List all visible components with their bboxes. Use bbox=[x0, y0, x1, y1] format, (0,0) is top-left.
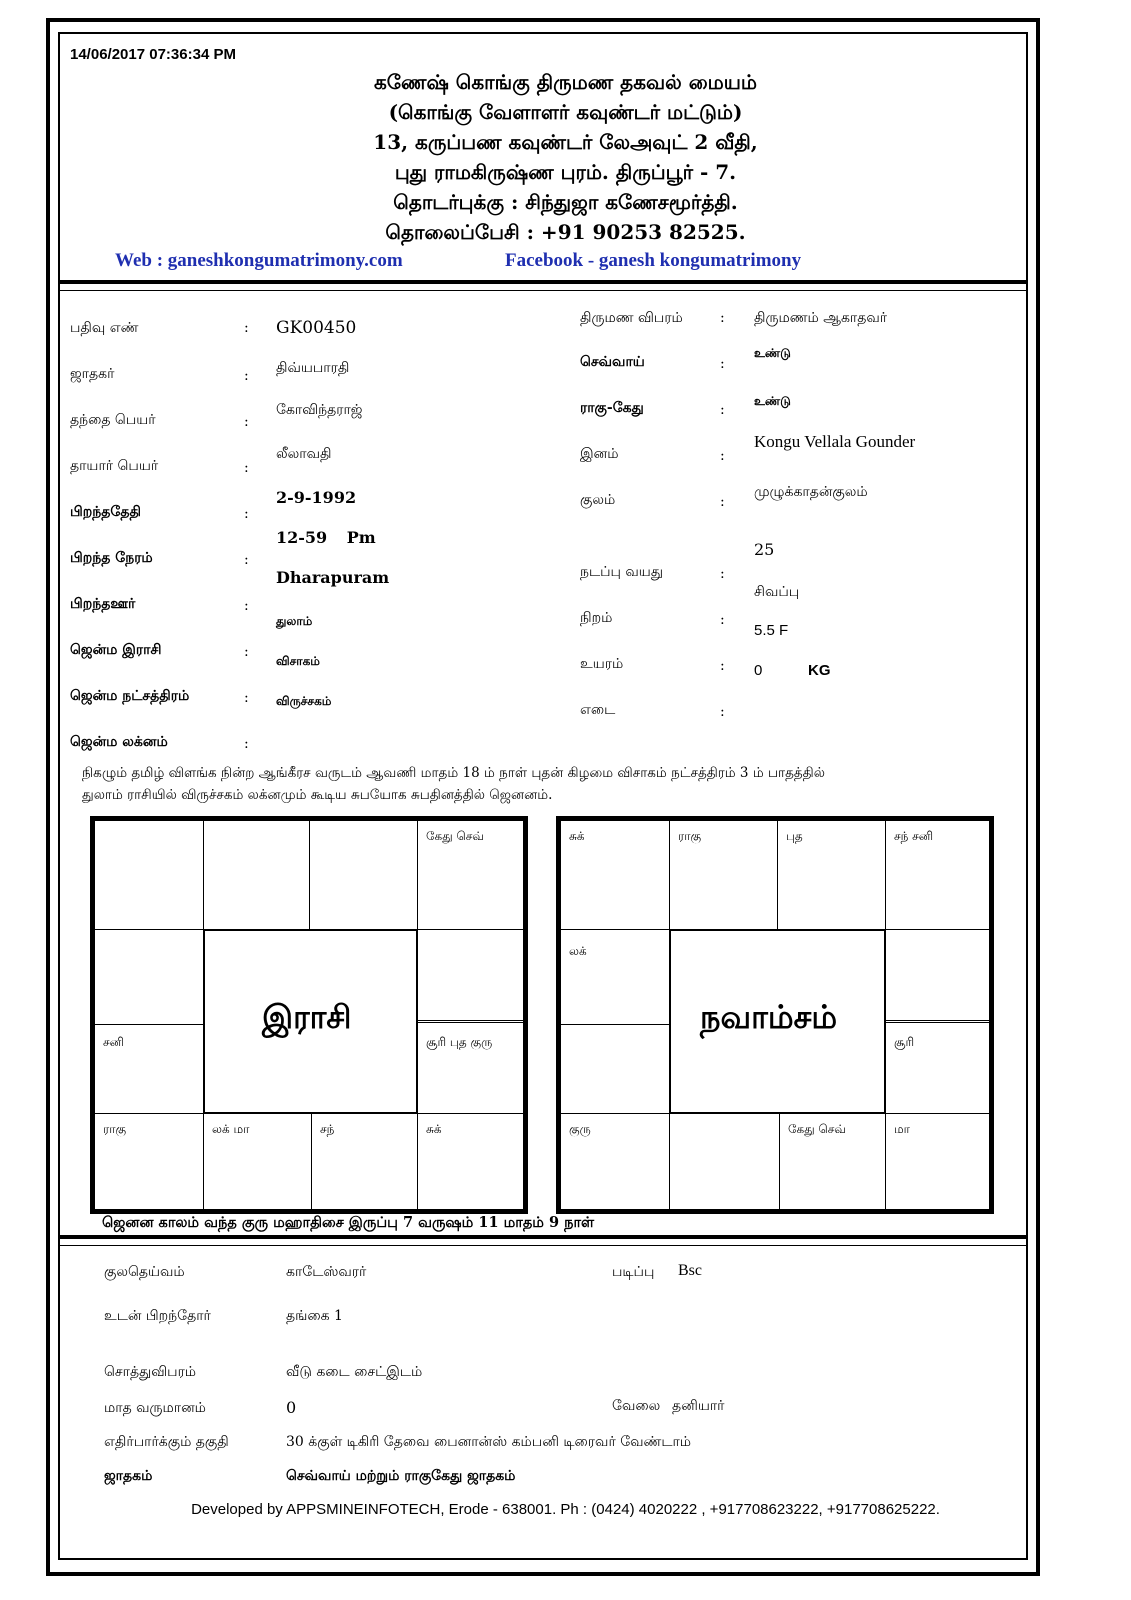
field-value-dob: 2-9-1992 bbox=[276, 488, 357, 507]
field-value-birth-time: 12-59 Pm bbox=[276, 528, 376, 547]
rasi-cell-top-3 bbox=[309, 820, 418, 930]
field-label-marital: திருமண விபரம் bbox=[580, 310, 683, 326]
field-label-birth-place: பிறந்தஊர் bbox=[70, 596, 136, 612]
value-expectation: 30 க்குள் டிகிரி தேவை பைனான்ஸ் கம்பனி டிரைவர் வேண்டாம் bbox=[286, 1434, 692, 1450]
navamsam-title: நவாம்சம் bbox=[700, 998, 838, 1036]
rasi-cell-bottom-4: சுக் bbox=[417, 1113, 524, 1210]
navamsam-cell-top-4: சந் சனி bbox=[885, 820, 990, 930]
label-education: படிப்பு bbox=[612, 1264, 655, 1280]
navamsam-cell-bottom-4: மா bbox=[885, 1113, 990, 1210]
field-label-name: ஜாதகர் bbox=[70, 366, 115, 382]
field-value-kulam: முழுக்காதன்குலம் bbox=[754, 484, 868, 500]
navamsam-cell-top-3: புத bbox=[777, 820, 886, 930]
field-label-caste: இனம் bbox=[580, 446, 619, 462]
rasi-cell-bottom-2: லக் மா bbox=[203, 1113, 312, 1210]
field-value-mother: லீலாவதி bbox=[276, 446, 332, 462]
field-value-rahu-kethu: உண்டு bbox=[754, 394, 791, 408]
facebook-link[interactable]: Facebook - ganesh kongumatrimony bbox=[505, 250, 802, 271]
value-jathagam: செவ்வாய் மற்றும் ராகுகேது ஜாதகம் bbox=[286, 1468, 516, 1484]
timestamp: 14/06/2017 07:36:34 PM bbox=[70, 46, 236, 63]
field-value-weight-unit: KG bbox=[808, 662, 831, 679]
label-expectation: எதிர்பார்க்கும் தகுதி bbox=[104, 1434, 229, 1450]
rasi-cell-bottom-3: சந் bbox=[311, 1113, 418, 1210]
field-value-weight: 0 bbox=[754, 662, 763, 679]
field-label-rasi: ஜென்ம இராசி bbox=[70, 642, 162, 658]
header-divider bbox=[58, 280, 1028, 284]
field-value-star: விசாகம் bbox=[276, 654, 320, 668]
navamsam-cell-top-1: சுக் bbox=[560, 820, 670, 930]
field-label-height: உயரம் bbox=[580, 656, 624, 672]
field-value-name: திவ்யபாரதி bbox=[276, 360, 350, 376]
rasi-cell-top-1 bbox=[94, 820, 204, 930]
label-income: மாத வருமானம் bbox=[104, 1400, 206, 1416]
rasi-cell-top-2 bbox=[203, 820, 310, 930]
field-label-complexion: நிறம் bbox=[580, 610, 613, 626]
field-label-rahu-kethu: ராகு-கேது bbox=[580, 400, 644, 416]
field-label-weight: எடை bbox=[580, 702, 616, 718]
rasi-cell-top-4: கேது செவ் bbox=[417, 820, 524, 930]
rasi-chart bbox=[90, 816, 528, 1214]
label-jathagam: ஜாதகம் bbox=[104, 1468, 153, 1484]
rasi-cell-bottom-1: ராகு bbox=[94, 1113, 204, 1210]
navamsam-cell-right-2: சூரி bbox=[885, 1020, 990, 1114]
field-label-mother: தாயார் பெயர் bbox=[70, 458, 159, 474]
field-label-star: ஜென்ம நட்சத்திரம் bbox=[70, 688, 190, 704]
field-value-rasi: துலாம் bbox=[276, 614, 313, 628]
navamsam-cell-top-2: ராகு bbox=[669, 820, 778, 930]
field-value-birth-place: Dharapuram bbox=[276, 568, 390, 587]
header-address-1: 13, கருப்பண கவுண்டர் லேஅவுட் 2 வீதி, bbox=[373, 130, 758, 154]
field-label-age: நடப்பு வயது bbox=[580, 564, 663, 580]
field-label-lagnam: ஜென்ம லக்னம் bbox=[70, 734, 168, 750]
value-education: Bsc bbox=[678, 1262, 702, 1279]
header-title: கணேஷ் கொங்கு திருமண தகவல் மையம் bbox=[374, 70, 757, 94]
navamsam-cell-left-2 bbox=[560, 1024, 670, 1114]
header-divider-thin bbox=[58, 290, 1028, 291]
bottom-divider bbox=[58, 1235, 1028, 1239]
navamsam-chart bbox=[556, 816, 994, 1214]
field-value-complexion: சிவப்பு bbox=[754, 584, 800, 600]
field-value-marital: திருமணம் ஆகாதவர் bbox=[754, 310, 888, 326]
field-value-lagnam: விருச்சகம் bbox=[276, 694, 332, 708]
field-label-father: தந்தை பெயர் bbox=[70, 412, 156, 428]
header-contact: தொடர்புக்கு : சிந்துஜா கணேசமூர்த்தி. bbox=[393, 190, 738, 214]
field-value-sevvai: உண்டு bbox=[754, 346, 791, 360]
header-subtitle: (கொங்கு வேளாளர் கவுண்டர் மட்டும்) bbox=[388, 100, 743, 124]
rasi-cell-right-1 bbox=[417, 929, 524, 1023]
rasi-cell-left-1 bbox=[94, 929, 204, 1025]
rasi-cell-right-2: சூரி புத குரு bbox=[417, 1020, 524, 1114]
label-siblings: உடன் பிறந்தோர் bbox=[104, 1308, 211, 1324]
value-job: தனியார் bbox=[672, 1398, 725, 1414]
navamsam-cell-bottom-3: கேது செவ் bbox=[779, 1113, 886, 1210]
label-property: சொத்துவிபரம் bbox=[104, 1364, 197, 1380]
field-label-dob: பிறந்ததேதி bbox=[70, 504, 141, 520]
field-label-reg-no: பதிவு எண் bbox=[70, 320, 139, 336]
birth-paragraph-line-1: நிகழும் தமிழ் விளங்க நின்ற ஆங்கீரச வருடம் ஆவணி மாதம் 18 ம் நாள் புதன் கிழமை விசாகம் நட்சத்திரம் 3 ம் பாதத்தில் bbox=[82, 765, 825, 781]
value-property: வீடு கடை சைட்இடம் bbox=[286, 1364, 423, 1380]
rasi-cell-left-2: சனி bbox=[94, 1024, 204, 1114]
header-address-2: புது ராமகிருஷ்ண புரம். திருப்பூர் - 7. bbox=[394, 160, 737, 184]
header-phone: தொலைப்பேசி : +91 90253 82525. bbox=[385, 220, 746, 244]
bottom-divider-thin bbox=[58, 1245, 1028, 1246]
field-label-kulam: குலம் bbox=[580, 492, 616, 508]
field-value-reg-no: GK00450 bbox=[276, 318, 357, 338]
value-siblings: தங்கை 1 bbox=[286, 1308, 343, 1324]
website-link[interactable]: Web : ganeshkongumatrimony.com bbox=[115, 250, 403, 271]
dasa-line: ஜெனன காலம் வந்த குரு மஹாதிசை இருப்பு 7 வருஷம் 11 மாதம் 9 நாள் bbox=[102, 1214, 595, 1231]
field-value-father: கோவிந்தராஜ் bbox=[276, 402, 363, 418]
footer-credit: Developed by APPSMINEINFOTECH, Erode - 638001. Ph : (0424) 4020222 , +917708623222, +917708625222. bbox=[191, 1501, 940, 1518]
navamsam-cell-left-1: லக் bbox=[560, 929, 670, 1025]
label-kuladeivam: குலதெய்வம் bbox=[104, 1264, 185, 1280]
value-kuladeivam: காடேஸ்வரர் bbox=[286, 1264, 367, 1280]
field-value-age: 25 bbox=[754, 540, 775, 559]
birth-paragraph-line-2: துலாம் ராசியில் விருச்சகம் லக்னமும் கூடிய சுபயோக சுபதினத்தில் ஜெனனம். bbox=[82, 787, 553, 803]
navamsam-cell-right-1 bbox=[885, 929, 990, 1023]
label-job: வேலை bbox=[612, 1398, 661, 1414]
value-income: 0 bbox=[286, 1398, 297, 1417]
field-label-birth-time: பிறந்த நேரம் bbox=[70, 550, 153, 566]
field-value-caste: Kongu Vellala Gounder bbox=[754, 432, 916, 451]
navamsam-cell-bottom-2 bbox=[669, 1113, 780, 1210]
navamsam-cell-bottom-1: குரு bbox=[560, 1113, 670, 1210]
field-label-sevvai: செவ்வாய் bbox=[580, 354, 645, 370]
rasi-title: இராசி bbox=[262, 998, 352, 1036]
field-value-height: 5.5 F bbox=[754, 622, 789, 639]
